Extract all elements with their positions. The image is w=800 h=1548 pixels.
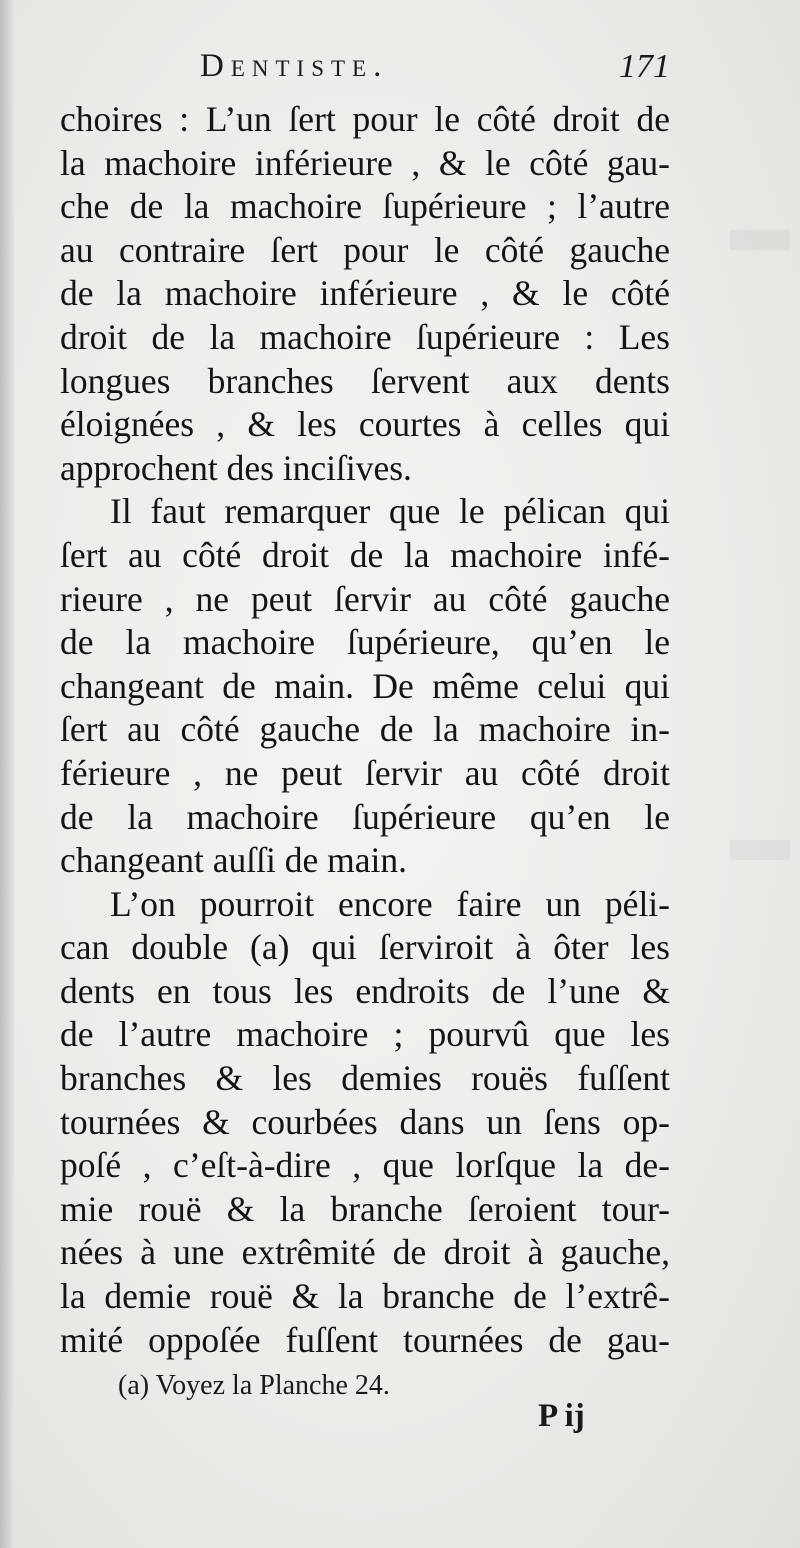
text-line: poſé , c’eſt-à-dire , que lorſque la de- [60, 1145, 670, 1186]
text-line: changeant auſſi de main. [60, 840, 407, 881]
text-line: la machoire inférieure , & le côté gau- [60, 142, 670, 183]
text-line: de l’autre machoire ; pourvû que les [60, 1014, 670, 1055]
text-line: che de la machoire ſupérieure ; l’autre [60, 186, 670, 227]
running-title: Dentiste. [200, 48, 389, 84]
text-line: la demie rouë & la branche de l’extrê- [60, 1276, 670, 1317]
page-number: 171 [619, 48, 670, 85]
body-text [60, 98, 670, 1362]
show-through-mark [730, 840, 790, 860]
text-line: changeant de main. De même celui qui [60, 665, 670, 706]
text-line: rieure , ne peut ſervir au côté gauche [60, 578, 670, 619]
text-line: tournées & courbées dans un ſens op- [60, 1101, 670, 1142]
text-line: éloignées , & les courtes à celles qui [60, 404, 670, 445]
text-line: au contraire ſert pour le côté gauche [60, 229, 670, 270]
text-line: mité oppoſée fuſſent tournées de gau- [60, 1319, 670, 1360]
show-through-mark [730, 230, 790, 250]
text-line: nées à une extrêmité de droit à gauche, [60, 1232, 670, 1273]
footnote: (a) Voyez la Planche 24. [118, 1370, 390, 1401]
text-line: choires : L’un ſert pour le côté droit de [60, 99, 670, 139]
paragraph-start-line: L’on pourroit encore faire un péli- [110, 883, 670, 924]
text-line: approchent des inciſives. [60, 447, 412, 488]
text-line: férieure , ne peut ſervir au côté droit [60, 752, 670, 793]
page-gutter-shadow [0, 0, 14, 1548]
text-line: de la machoire inférieure , & le côté [60, 273, 670, 314]
text-line: dents en tous les endroits de l’une & [60, 970, 670, 1011]
text-line: de la machoire ſupérieure qu’en le [60, 796, 670, 837]
text-line: can double (a) qui ſerviroit à ôter les [60, 927, 670, 968]
text-line: de la machoire ſupérieure, qu’en le [60, 622, 670, 663]
paragraph-start-line: Il faut remarquer que le pélican qui [110, 491, 670, 532]
text-line: droit de la machoire ſupérieure : Les [60, 316, 670, 357]
signature-mark: P ij [538, 1398, 585, 1434]
text-line: branches & les demies rouës fuſſent [60, 1058, 670, 1099]
page-header [200, 48, 670, 98]
text-line: longues branches ſervent aux dents [60, 360, 670, 401]
text-line: ſert au côté gauche de la machoire in- [60, 709, 670, 750]
text-line: ſert au côté droit de la machoire infé- [60, 534, 670, 575]
text-line: mie rouë & la branche ſeroient tour- [60, 1188, 670, 1229]
